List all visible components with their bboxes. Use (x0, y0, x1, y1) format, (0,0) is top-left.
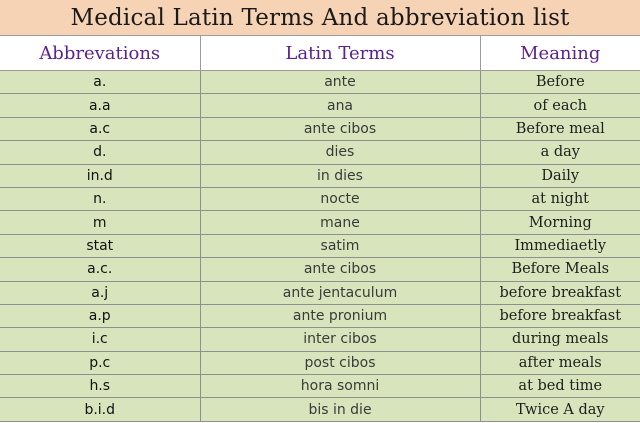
column-header-latin-terms: Latin Terms (200, 36, 480, 71)
page-title: Medical Latin Terms And abbreviation list (0, 0, 640, 36)
abbreviation-table (0, 36, 640, 422)
abbreviation-cell: i.c (0, 328, 200, 351)
abbreviation-cell: b.i.d (0, 398, 200, 421)
meaning-cell: a day (480, 141, 640, 164)
latin-term-cell: bis in die (200, 398, 480, 421)
latin-term-cell: ante cibos (200, 117, 480, 140)
column-header-meaning: Meaning (480, 36, 640, 71)
abbreviation-cell: a.c. (0, 258, 200, 281)
column-header-abbreviation: Abbrevations (0, 36, 200, 71)
table-row (0, 117, 640, 140)
abbreviation-cell: a.a (0, 94, 200, 117)
latin-term-cell: ante (200, 71, 480, 94)
abbreviation-cell: a. (0, 71, 200, 94)
latin-term-cell: ante jentaculum (200, 281, 480, 304)
table-header-row (0, 36, 640, 71)
latin-term-cell: post cibos (200, 351, 480, 374)
table-row (0, 304, 640, 327)
table-row (0, 211, 640, 234)
table-row (0, 141, 640, 164)
abbreviation-cell: n. (0, 187, 200, 210)
abbreviation-cell: p.c (0, 351, 200, 374)
latin-term-cell: inter cibos (200, 328, 480, 351)
latin-term-cell: ante cibos (200, 258, 480, 281)
table-row (0, 258, 640, 281)
table-row (0, 351, 640, 374)
abbreviation-cell: a.p (0, 304, 200, 327)
latin-term-cell: mane (200, 211, 480, 234)
meaning-cell: during meals (480, 328, 640, 351)
table-row (0, 94, 640, 117)
latin-term-cell: hora somni (200, 375, 480, 398)
meaning-cell: Before (480, 71, 640, 94)
abbreviation-cell: h.s (0, 375, 200, 398)
meaning-cell: Morning (480, 211, 640, 234)
abbreviation-cell: a.c (0, 117, 200, 140)
table-row (0, 375, 640, 398)
meaning-cell: Before Meals (480, 258, 640, 281)
latin-term-cell: satim (200, 234, 480, 257)
meaning-cell: after meals (480, 351, 640, 374)
table-row (0, 187, 640, 210)
abbreviation-cell: a.j (0, 281, 200, 304)
latin-term-cell: ante pronium (200, 304, 480, 327)
meaning-cell: before breakfast (480, 281, 640, 304)
meaning-cell: at night (480, 187, 640, 210)
latin-term-cell: ana (200, 94, 480, 117)
table-row (0, 398, 640, 421)
table-row (0, 164, 640, 187)
abbreviation-cell: m (0, 211, 200, 234)
meaning-cell: before breakfast (480, 304, 640, 327)
meaning-cell: Before meal (480, 117, 640, 140)
latin-term-cell: nocte (200, 187, 480, 210)
table-row (0, 234, 640, 257)
abbreviation-cell: stat (0, 234, 200, 257)
abbreviation-cell: in.d (0, 164, 200, 187)
meaning-cell: Daily (480, 164, 640, 187)
meaning-cell: of each (480, 94, 640, 117)
latin-term-cell: dies (200, 141, 480, 164)
meaning-cell: at bed time (480, 375, 640, 398)
abbreviation-cell: d. (0, 141, 200, 164)
latin-term-cell: in dies (200, 164, 480, 187)
meaning-cell: Immediaetly (480, 234, 640, 257)
table-row (0, 281, 640, 304)
meaning-cell: Twice A day (480, 398, 640, 421)
table-row (0, 328, 640, 351)
table-row (0, 71, 640, 94)
